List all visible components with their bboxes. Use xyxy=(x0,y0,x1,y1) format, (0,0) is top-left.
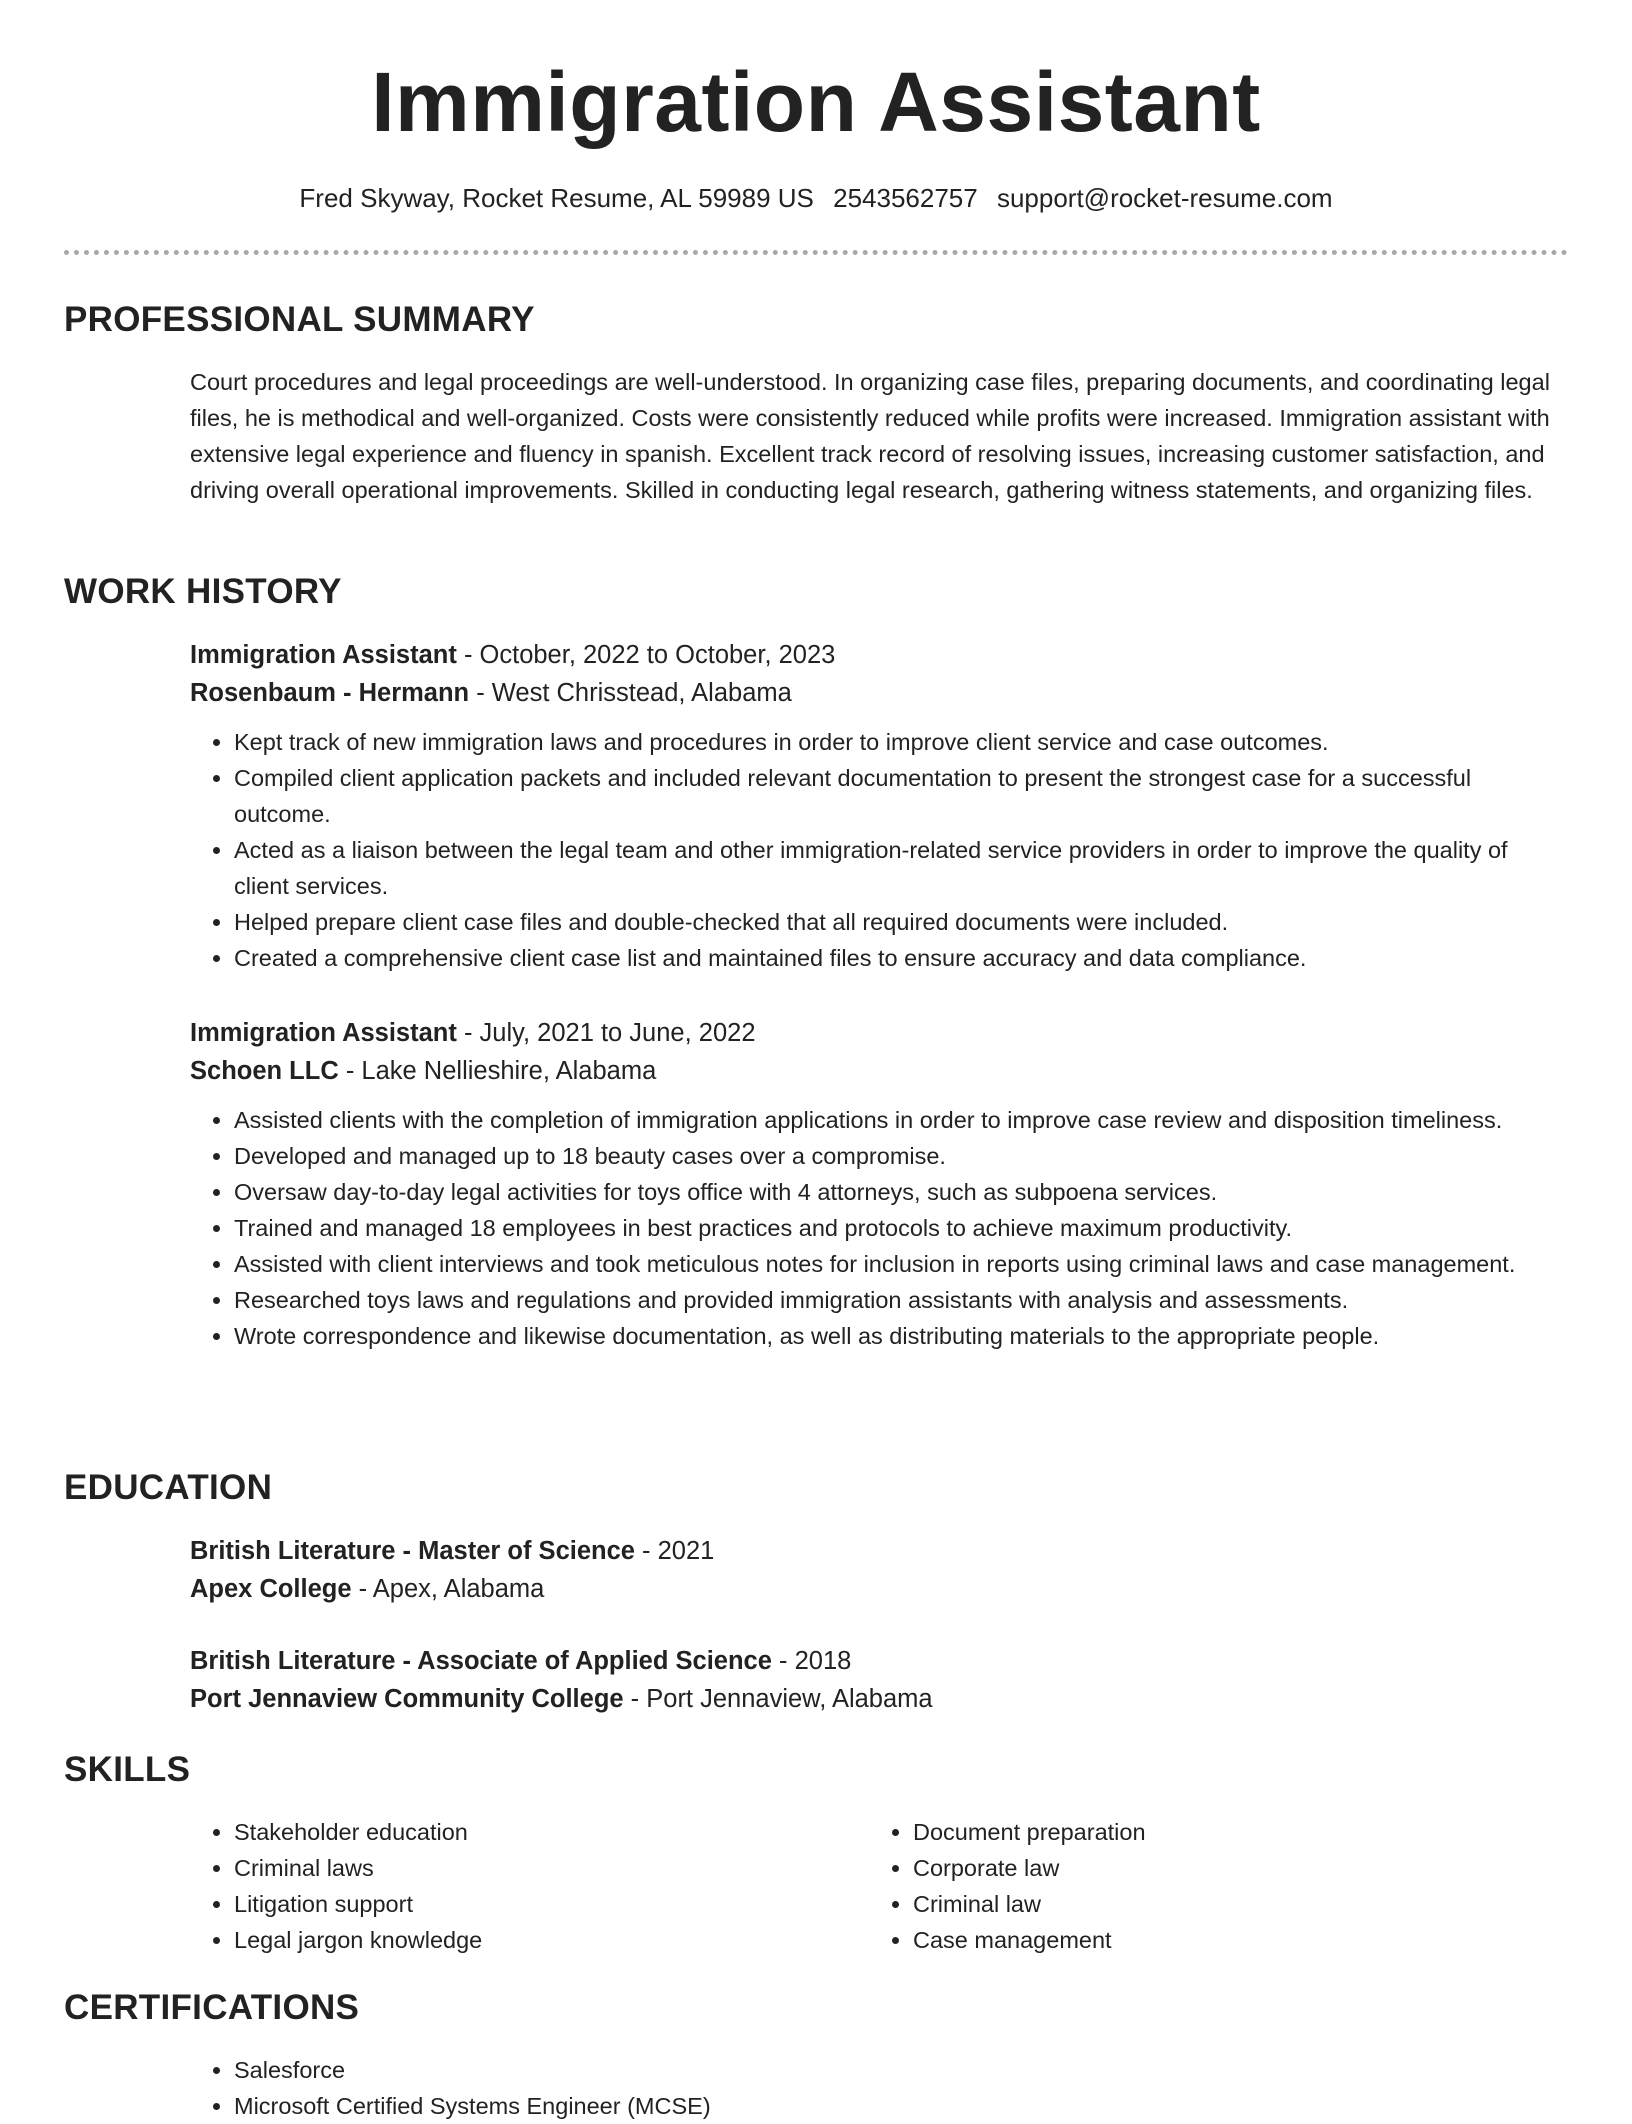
job-title-line xyxy=(190,1014,1568,1052)
job-entry xyxy=(190,636,1568,976)
job-company-line xyxy=(190,674,1568,712)
education-degree-line xyxy=(190,1532,1568,1570)
summary-heading: PROFESSIONAL SUMMARY xyxy=(64,300,535,339)
skill-item: • Criminal laws xyxy=(234,1850,869,1886)
skill-item: • Corporate law xyxy=(913,1850,1548,1886)
job-bullet: • Oversaw day-to-day legal activities for toys office with 4 attorneys, such as subpoena services. xyxy=(234,1174,1568,1210)
education-school-line xyxy=(190,1680,1568,1718)
education-degree-line xyxy=(190,1642,1568,1680)
education-entry xyxy=(190,1532,1568,1608)
job-title-line xyxy=(190,636,1568,674)
education-school-line xyxy=(190,1570,1568,1608)
job-company: Rosenbaum - Hermann xyxy=(190,679,470,707)
contact-phone: 2543562757 xyxy=(833,183,978,213)
skill-item: • Document preparation xyxy=(913,1814,1548,1850)
work-history-heading: WORK HISTORY xyxy=(64,572,342,611)
contact-email: support@rocket-resume.com xyxy=(996,183,1333,213)
certification-item: • Salesforce xyxy=(234,2052,1568,2088)
job-entry xyxy=(190,1014,1568,1354)
header-divider xyxy=(64,250,1568,255)
education-school: Port Jennaview Community College xyxy=(190,1685,624,1713)
job-bullets xyxy=(190,724,1568,976)
education-year: - 2018 xyxy=(771,1647,852,1675)
job-location: - West Chrisstead, Alabama xyxy=(469,679,792,707)
job-bullet: • Researched toys laws and regulations and provided immigration assistants with analysis and assessments. xyxy=(234,1282,1568,1318)
contact-line xyxy=(64,180,1568,216)
job-bullet: • Wrote correspondence and likewise documentation, as well as distributing materials to the appropriate people. xyxy=(234,1318,1568,1354)
job-bullet: • Created a comprehensive client case list and maintained files to ensure accuracy and data compliance. xyxy=(234,940,1568,976)
job-location: - Lake Nellieshire, Alabama xyxy=(338,1057,657,1085)
job-company-line xyxy=(190,1052,1568,1090)
education-school: Apex College xyxy=(190,1575,352,1603)
skill-item: • Legal jargon knowledge xyxy=(234,1922,869,1958)
job-dates: - October, 2022 to October, 2023 xyxy=(456,641,836,669)
summary-text: Court procedures and legal proceedings are well-understood. In organizing case files, preparing documents, and coordinating legal files, he is methodical and well-organized. Costs were consistently reduced while profits were increased. Immigration assistant with extensive legal experience and fluency in spanish. Excellent track record of resolving issues, increasing customer satisfaction, and driving overall operational improvements. Skilled in conducting legal research, gathering witness statements, and organizing files. xyxy=(190,369,1550,503)
job-bullet: • Kept track of new immigration laws and procedures in order to improve client service and case outcomes. xyxy=(234,724,1568,760)
contact-address: Fred Skyway, Rocket Resume, AL 59989 US xyxy=(299,183,814,213)
skill-item: • Criminal law xyxy=(913,1886,1548,1922)
skills-column-right xyxy=(869,1814,1548,1958)
certifications-heading: CERTIFICATIONS xyxy=(64,1988,360,2027)
job-title: Immigration Assistant xyxy=(190,1019,457,1047)
education-location: - Port Jennaview, Alabama xyxy=(623,1685,933,1713)
certifications-list xyxy=(190,2052,1568,2124)
job-bullets xyxy=(190,1102,1568,1354)
education-entry xyxy=(190,1642,1568,1718)
skills-list xyxy=(190,1814,1568,1958)
education-heading: EDUCATION xyxy=(64,1468,273,1507)
resume-title: Immigration Assistant xyxy=(371,55,1261,149)
job-title: Immigration Assistant xyxy=(190,641,457,669)
education-location: - Apex, Alabama xyxy=(351,1575,545,1603)
skill-item: • Case management xyxy=(913,1922,1548,1958)
certification-bullets xyxy=(190,2052,1568,2124)
certification-item: • Microsoft Certified Systems Engineer (MCSE) xyxy=(234,2088,1568,2124)
education-year: - 2021 xyxy=(634,1537,715,1565)
education-degree: British Literature - Master of Science xyxy=(190,1537,635,1565)
job-dates: - July, 2021 to June, 2022 xyxy=(456,1019,756,1047)
job-bullet: • Developed and managed up to 18 beauty cases over a compromise. xyxy=(234,1138,1568,1174)
job-bullet: • Trained and managed 18 employees in best practices and protocols to achieve maximum productivity. xyxy=(234,1210,1568,1246)
skill-item: • Litigation support xyxy=(234,1886,869,1922)
job-bullet: • Assisted with client interviews and took meticulous notes for inclusion in reports using criminal laws and case management. xyxy=(234,1246,1568,1282)
job-bullet: • Assisted clients with the completion of immigration applications in order to improve case review and disposition timeliness. xyxy=(234,1102,1568,1138)
job-bullet: • Helped prepare client case files and double-checked that all required documents were included. xyxy=(234,904,1568,940)
job-bullet: • Acted as a liaison between the legal team and other immigration-related service providers in order to improve the quality of client services. xyxy=(234,832,1568,904)
education-degree: British Literature - Associate of Applied Science xyxy=(190,1647,772,1675)
job-company: Schoen LLC xyxy=(190,1057,339,1085)
skills-column-left xyxy=(190,1814,869,1958)
job-bullet: • Compiled client application packets and included relevant documentation to present the strongest case for a successful outcome. xyxy=(234,760,1568,832)
skills-heading: SKILLS xyxy=(64,1750,191,1789)
skill-item: • Stakeholder education xyxy=(234,1814,869,1850)
